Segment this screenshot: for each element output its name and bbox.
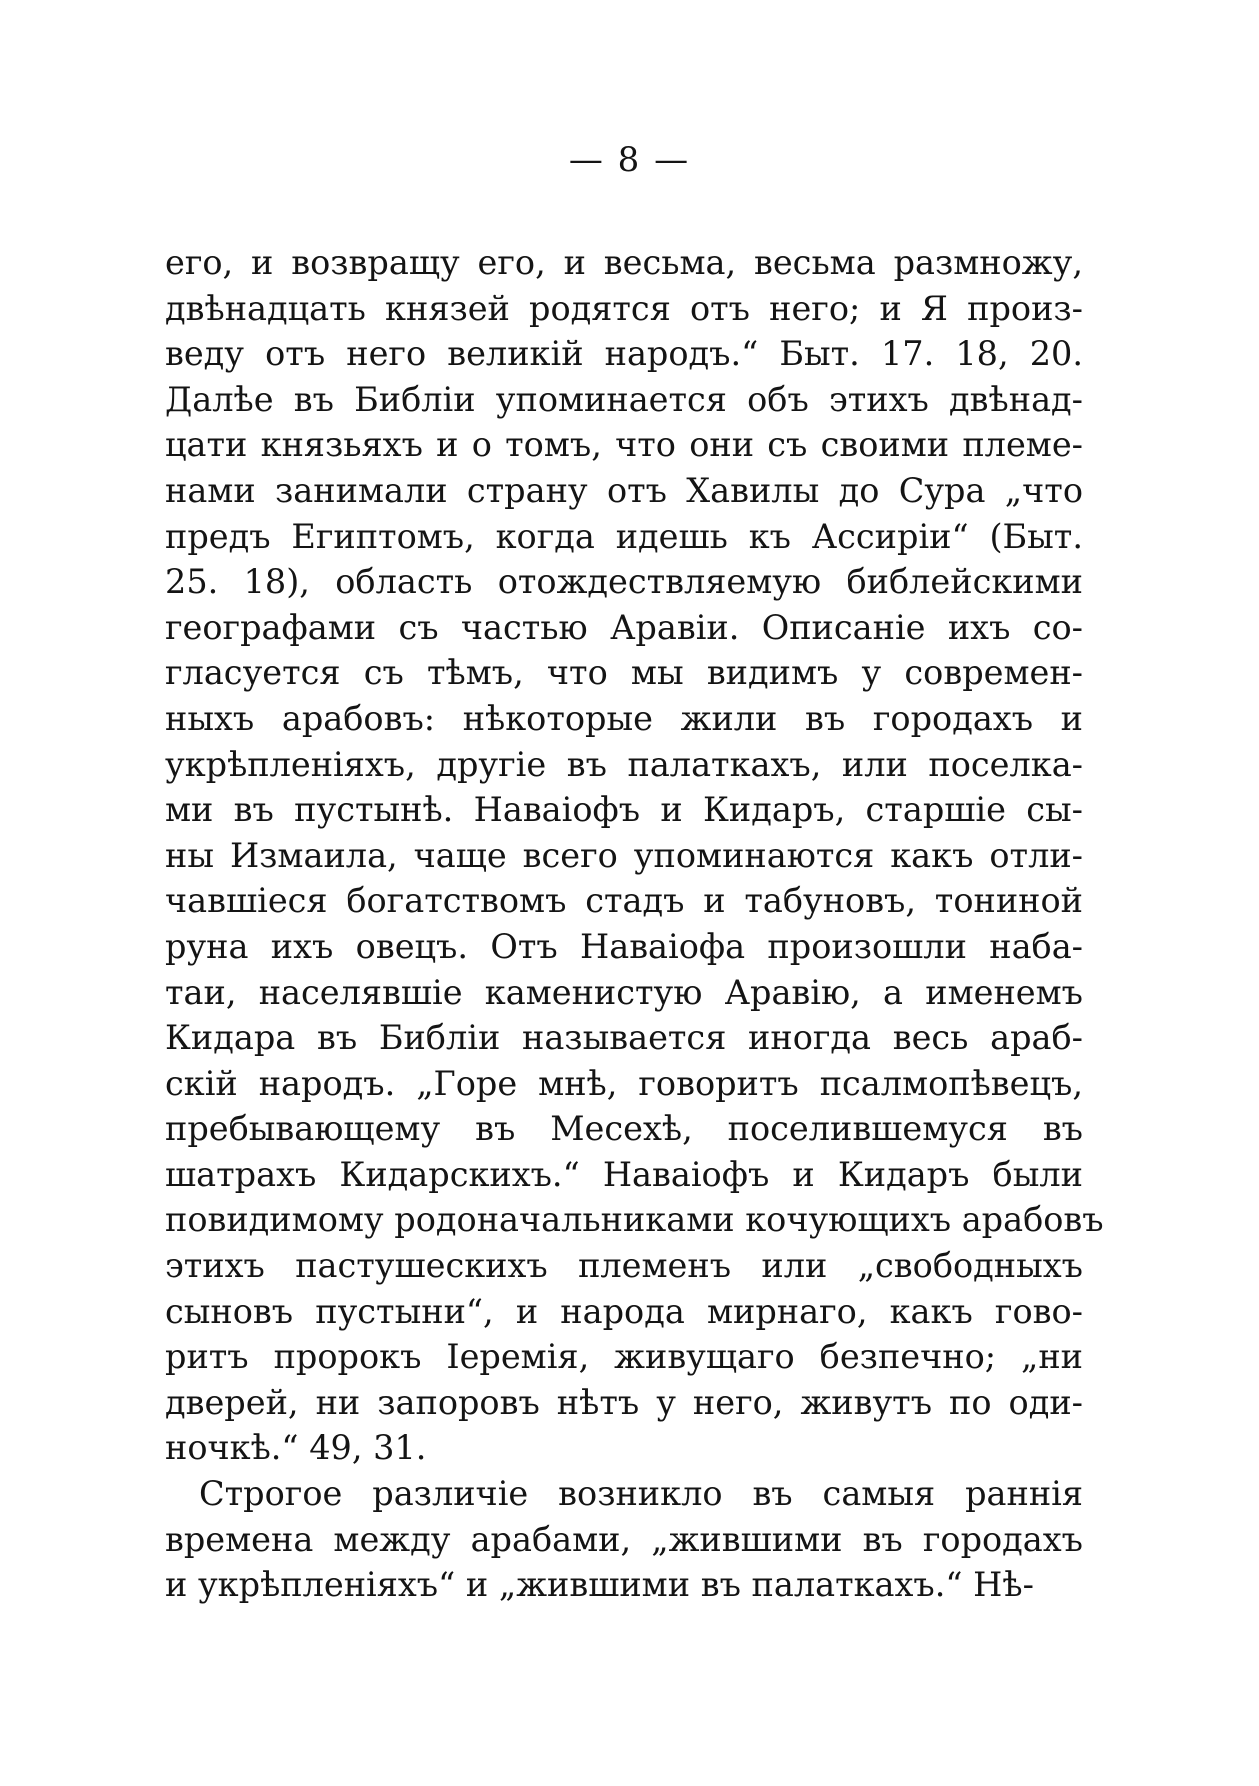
text-line: и укрѣпленіяхъ“ и „жившими въ палаткахъ.“ Нѣ-	[165, 1565, 1034, 1605]
text-line: таи, населявшіе каменистую Аравію, а именемъ	[165, 972, 1083, 1012]
text-line: чавшіеся богатствомъ стадъ и табуновъ, тониной	[165, 881, 1083, 921]
paragraph	[165, 240, 1104, 1471]
text-line: Строгое различіе возникло въ самыя раннія	[199, 1474, 1083, 1514]
text-line: цати князьяхъ и о томъ, что они съ своими племе-	[165, 425, 1083, 465]
text-line: пребывающему въ Месехѣ, поселившемуся въ	[165, 1109, 1083, 1149]
text-line: укрѣпленіяхъ, другіе въ палаткахъ, или поселка-	[165, 744, 1083, 784]
body-text	[165, 240, 1104, 1608]
text-line: повидимому родоначальниками кочующихъ арабовъ	[165, 1200, 1104, 1240]
text-line: Кидара въ Библіи называется иногда весь араб-	[165, 1018, 1083, 1058]
text-line: скій народъ. „Горе мнѣ, говоритъ псалмопѣвецъ,	[165, 1063, 1083, 1103]
text-line: ритъ пророкъ Іеремія, живущаго безпечно; „ни	[165, 1337, 1083, 1377]
text-line: времена между арабами, „жившими въ городахъ	[165, 1519, 1083, 1559]
text-line: ны Измаила, чаще всего упоминаются какъ отли-	[165, 835, 1083, 875]
text-line: шатрахъ Кидарскихъ.“ Наваіофъ и Кидаръ были	[165, 1154, 1083, 1194]
paragraph	[165, 1471, 1083, 1608]
text-line: двѣнадцать князей родятся отъ него; и Я произ-	[165, 288, 1083, 328]
text-line: этихъ пастушескихъ племенъ или „свободныхъ	[165, 1246, 1083, 1286]
text-line: гласуется съ тѣмъ, что мы видимъ у современ-	[165, 653, 1083, 693]
text-line: географами съ частью Аравіи. Описаніе ихъ со-	[165, 607, 1083, 647]
text-line: нами занимали страну отъ Хавилы до Сура „что	[165, 470, 1083, 510]
text-line: Далѣе въ Библіи упоминается объ этихъ двѣнад-	[165, 379, 1083, 419]
text-line: ми въ пустынѣ. Наваіофъ и Кидаръ, старшіе сы-	[165, 790, 1083, 830]
text-line: сыновъ пустыни“, и народа мирнаго, какъ гово-	[165, 1291, 1083, 1331]
text-line: веду отъ него великій народъ.“ Быт. 17. 18, 20.	[165, 334, 1083, 374]
text-line: ночкѣ.“ 49, 31.	[165, 1428, 427, 1468]
page-number: — 8 —	[568, 140, 691, 180]
text-line: дверей, ни запоровъ нѣтъ у него, живутъ по оди-	[165, 1382, 1083, 1422]
text-line: ныхъ арабовъ: нѣкоторые жили въ городахъ и	[165, 698, 1083, 738]
text-line: его, и возвращу его, и весьма, весьма размножу,	[165, 243, 1083, 282]
text-line: предъ Египтомъ, когда идешь къ Ассиріи“ (Быт.	[165, 516, 1083, 556]
text-line: руна ихъ овецъ. Отъ Наваіофа произошли наба-	[165, 926, 1083, 966]
text-line: 25. 18), область отождествляемую библейскими	[165, 562, 1083, 602]
